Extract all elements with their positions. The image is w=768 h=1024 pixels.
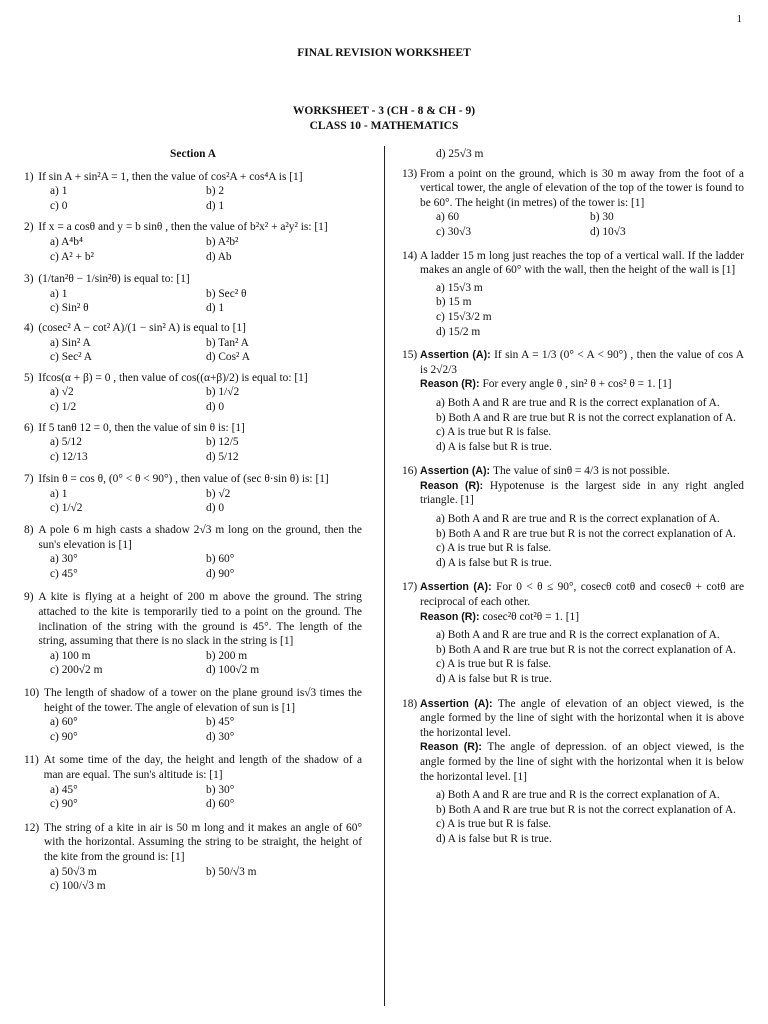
- question-item: [402, 167, 744, 240]
- reason-label: Reason (R):: [420, 479, 490, 492]
- question-number: 8): [24, 524, 37, 537]
- reason-statement: [420, 610, 744, 625]
- assertion-label: Assertion (A):: [420, 465, 494, 478]
- left-question-list: [24, 170, 362, 894]
- option-grid: [24, 336, 362, 365]
- assertion-statement: [420, 580, 744, 609]
- question-number: 10): [24, 687, 43, 699]
- answer-option[interactable]: b) 15 m: [436, 296, 472, 309]
- answer-option[interactable]: c) A² + b²: [50, 250, 94, 263]
- question-number: 16): [402, 465, 421, 478]
- answer-option[interactable]: b) Sec² θ: [206, 287, 247, 300]
- reason-text: cosec²θ cot²θ = 1. [1]: [482, 610, 580, 623]
- question-text-row: [24, 523, 362, 552]
- question-item: [24, 523, 362, 581]
- answer-option[interactable]: d) 90°: [206, 567, 235, 580]
- option-list: [402, 281, 744, 339]
- reason-text: Hypotenuse is the largest side in any right angled triangle. [1]: [420, 479, 744, 507]
- answer-option[interactable]: c) 12/13: [50, 450, 88, 463]
- question-item: [402, 249, 744, 340]
- answer-option[interactable]: b) 200 m: [206, 649, 248, 662]
- answer-option[interactable]: a) 1: [50, 487, 68, 500]
- question-text-row: [24, 321, 362, 336]
- answer-option[interactable]: a) 60°: [50, 716, 78, 729]
- assertion-label: Assertion (A):: [420, 697, 498, 710]
- answer-option[interactable]: a) 1: [50, 185, 68, 198]
- answer-option[interactable]: b) Both A and R are true but R is not the correct explanation of A.: [436, 803, 736, 816]
- answer-option[interactable]: b) 12/5: [206, 436, 239, 449]
- assertion-reason-item: [402, 464, 744, 570]
- answer-option[interactable]: d) 10√3: [590, 225, 626, 238]
- question-text: A kite is flying at a height of 200 m above the ground. The string attached to the kite is temporarily tied to a point on the ground. The inclination of the string with the ground is 45°. The length of the string, assuming that there is no slack in the string is [1]: [38, 591, 362, 648]
- question-number: 7): [24, 473, 37, 486]
- answer-option[interactable]: a) Both A and R are true and R is the correct explanation of A.: [436, 789, 720, 802]
- question-text-row: [402, 249, 744, 278]
- question-number: 1): [24, 170, 37, 183]
- answer-option[interactable]: c) 90°: [50, 730, 78, 743]
- assertion-label: Assertion (A):: [420, 581, 497, 594]
- option-grid: [24, 865, 362, 894]
- option-list: [402, 512, 744, 570]
- assertion-body: [420, 697, 744, 785]
- answer-option[interactable]: b) Both A and R are true but R is not the correct explanation of A.: [436, 411, 736, 424]
- answer-option[interactable]: b) √2: [206, 487, 231, 500]
- reason-label: Reason (R):: [420, 741, 488, 754]
- question-item: [24, 590, 362, 678]
- answer-option[interactable]: c) 1/√2: [50, 502, 83, 515]
- question-text: If x = a cosθ and y = b sinθ , then the value of b²x² + a²y² is: [1]: [38, 221, 328, 234]
- option-grid: [24, 552, 362, 581]
- assertion-statement: [420, 697, 744, 741]
- right-question-list: [402, 167, 744, 847]
- question-number: 3): [24, 273, 37, 286]
- assertion-body: [420, 580, 744, 624]
- question-item: [24, 421, 362, 465]
- answer-option[interactable]: d) Cos² A: [206, 351, 250, 364]
- option-grid: [24, 287, 362, 316]
- answer-option[interactable]: a) √2: [50, 386, 74, 399]
- answer-option[interactable]: d) A is false but R is true.: [436, 673, 552, 685]
- option-grid: [24, 715, 362, 744]
- answer-option[interactable]: d) 30°: [206, 730, 235, 743]
- answer-option[interactable]: c) 30√3: [436, 225, 472, 238]
- answer-option[interactable]: b) 30°: [206, 783, 235, 796]
- answer-option[interactable]: c) A is true but R is false.: [436, 818, 552, 831]
- answer-option[interactable]: d) 0: [206, 400, 225, 413]
- assertion-statement: [420, 348, 744, 377]
- question-item: [24, 170, 362, 214]
- question-text: Ifsin θ = cos θ, (0° < θ < 90°) , then value of (sec θ·sin θ) is: [1]: [38, 473, 329, 486]
- question-text-row: [402, 167, 744, 211]
- question-text-row: [24, 421, 362, 436]
- answer-option[interactable]: a) A⁴b⁴: [50, 235, 83, 248]
- answer-option[interactable]: a) 15√3 m: [436, 281, 483, 294]
- answer-option[interactable]: d) 15/2 m: [436, 325, 481, 338]
- option-list: [402, 396, 744, 454]
- question-item: [24, 821, 362, 894]
- question-item: [24, 371, 362, 415]
- assertion-row: [402, 580, 744, 624]
- answer-option[interactable]: a) 100 m: [50, 649, 91, 662]
- question-text-row: [24, 590, 362, 648]
- question-number: 13): [402, 167, 421, 180]
- reason-label: Reason (R):: [420, 610, 483, 623]
- option-grid: [402, 210, 744, 239]
- answer-option[interactable]: b) 45°: [206, 716, 235, 729]
- question-text: If 5 tanθ 12 = 0, then the value of sin θ is: [1]: [38, 421, 245, 434]
- assertion-row: [402, 464, 744, 508]
- answer-option[interactable]: c) 45°: [50, 567, 78, 580]
- question-text-row: [24, 272, 362, 287]
- assertion-row: [402, 697, 744, 785]
- question-item: [24, 686, 362, 744]
- question-text-row: [24, 686, 362, 715]
- answer-option[interactable]: d) 60°: [206, 798, 235, 811]
- question-number: 11): [24, 754, 42, 767]
- option-list: [402, 788, 744, 846]
- answer-option[interactable]: a) Both A and R are true and R is the correct explanation of A.: [436, 629, 720, 642]
- answer-option[interactable]: b) 30: [590, 211, 614, 224]
- answer-option[interactable]: d) A is false but R is true.: [436, 832, 552, 845]
- reason-label: Reason (R):: [420, 378, 483, 391]
- assertion-statement: [420, 464, 744, 479]
- q12-option-d: d) 25√3 m: [436, 148, 484, 160]
- assertion-reason-item: [402, 697, 744, 847]
- question-text: The string of a kite in air is 50 m long and it makes an angle of 60° with the horizontal. Assuming the string to be straight, the height of the kite from the ground is: [1]: [44, 821, 362, 863]
- question-item: [24, 321, 362, 365]
- question-number: 9): [24, 591, 37, 604]
- answer-option[interactable]: c) A is true but R is false.: [436, 542, 552, 555]
- reason-text: For every angle θ , sin² θ + cos² θ = 1. [1]: [482, 378, 672, 391]
- answer-option[interactable]: a) 1: [50, 287, 68, 300]
- question-text-row: [24, 753, 362, 782]
- assertion-label: Assertion (A):: [420, 349, 495, 362]
- answer-option[interactable]: c) Sec² A: [50, 351, 93, 364]
- answer-option[interactable]: a) Sin² A: [50, 336, 91, 349]
- answer-option[interactable]: b) Tan² A: [206, 336, 249, 349]
- answer-option[interactable]: c) 90°: [50, 798, 78, 811]
- question-text: If sin A + sin²A = 1, then the value of cos²A + cos⁴A is [1]: [38, 170, 303, 183]
- answer-option[interactable]: b) Both A and R are true but R is not the correct explanation of A.: [436, 643, 736, 656]
- question-number: 6): [24, 421, 37, 434]
- worksheet-subtitle: WORKSHEET - 3 (CH - 8 & CH - 9): [292, 105, 476, 117]
- answer-option[interactable]: d) 0: [206, 502, 225, 515]
- answer-option[interactable]: c) 15√3/2 m: [436, 310, 492, 323]
- question-text: Ifcos(α + β) = 0 , then value of cos((α+β)/2) is equal to: [1]: [38, 371, 308, 384]
- reason-statement: [420, 479, 744, 508]
- left-column: [24, 147, 362, 902]
- answer-option[interactable]: d) 100√2 m: [206, 664, 260, 677]
- reason-statement: [420, 377, 744, 392]
- worksheet-title: FINAL REVISION WORKSHEET: [297, 47, 471, 59]
- assertion-row: [402, 348, 744, 392]
- answer-option[interactable]: d) 1: [206, 199, 225, 212]
- answer-option[interactable]: c) 0: [50, 199, 68, 212]
- assertion-text: For 0 < θ ≤ 90°, cosecθ cotθ and cosecθ + cotθ are reciprocal of each other.: [420, 581, 744, 609]
- question-number: 2): [24, 221, 37, 234]
- assertion-text: The value of sinθ = 4/3 is not possible.: [493, 465, 670, 478]
- question-text: A ladder 15 m long just reaches the top of a vertical wall. If the ladder makes an angle of 60° with the wall, then the height of the wall is [1]: [420, 249, 744, 277]
- answer-option[interactable]: a) Both A and R are true and R is the correct explanation of A.: [436, 396, 720, 409]
- answer-option[interactable]: d) A is false but R is true.: [436, 556, 552, 569]
- answer-option[interactable]: b) A²b²: [206, 235, 239, 248]
- question-text: The length of shadow of a tower on the plane ground is√3 times the height of the tower. The angle of elevation of sun is [1]: [44, 687, 362, 714]
- question-number: 15): [402, 349, 421, 362]
- answer-option[interactable]: b) Both A and R are true but R is not the correct explanation of A.: [436, 527, 736, 540]
- option-grid: [24, 649, 362, 678]
- question-item: [24, 220, 362, 264]
- answer-option[interactable]: b) 2: [206, 185, 225, 198]
- answer-option[interactable]: d) 1: [206, 302, 225, 315]
- answer-option[interactable]: c) 1/2: [50, 400, 77, 413]
- assertion-reason-item: [402, 348, 744, 454]
- assertion-text: If sin A = 1/3 (0° < A < 90°) , then the value of cos A is 2√2/3: [420, 349, 744, 376]
- question-text: (1/tan²θ − 1/sin²θ) is equal to: [1]: [38, 273, 190, 286]
- question-number: 14): [402, 249, 421, 262]
- option-grid: [24, 487, 362, 516]
- answer-option[interactable]: c) 200√2 m: [50, 664, 103, 677]
- section-heading: Section A: [170, 148, 216, 160]
- question-text: From a point on the ground, which is 30 m away from the foot of a vertical tower, the angle of elevation of the top of the tower is found to be 60°. The height (in metres) of the tower is: [1]: [420, 167, 744, 209]
- question-text-row: [24, 371, 362, 386]
- reason-text: The angle of depression. of an object viewed, is the angle formed by the line of sight with the horizontal when it is below the horizontal level. [1]: [420, 741, 745, 783]
- assertion-reason-item: [402, 580, 744, 686]
- option-grid: [24, 184, 362, 213]
- answer-option[interactable]: a) 45°: [50, 783, 78, 796]
- question-text-row: [24, 170, 362, 185]
- assertion-body: [420, 348, 744, 392]
- answer-option[interactable]: b) 1/√2: [206, 386, 240, 399]
- answer-option[interactable]: c) Sin² θ: [50, 302, 89, 315]
- question-number: 18): [402, 697, 421, 710]
- page-number: 1: [736, 13, 742, 25]
- answer-option[interactable]: a) 5/12: [50, 436, 82, 449]
- question-text-row: [24, 821, 362, 865]
- question-text: (cosec² A − cot² A)/(1 − sin² A) is equal to [1]: [38, 321, 246, 334]
- question-item: [24, 753, 362, 811]
- question-item: [24, 472, 362, 516]
- answer-option[interactable]: b) 60°: [206, 553, 235, 566]
- question-text: At some time of the day, the height and length of the shadow of a man are equal. The sun's altitude is: [1]: [43, 754, 362, 781]
- class-line: CLASS 10 - MATHEMATICS: [309, 120, 459, 132]
- answer-option[interactable]: d) 5/12: [206, 450, 239, 463]
- question-text-row: [24, 220, 362, 235]
- reason-statement: [420, 740, 744, 784]
- right-column: [402, 147, 744, 857]
- question-number: 12): [24, 821, 43, 834]
- question-text-row: [24, 472, 362, 487]
- answer-option[interactable]: a) 60: [436, 211, 460, 224]
- answer-option[interactable]: d) Ab: [206, 250, 232, 263]
- option-grid: [24, 385, 362, 414]
- assertion-text: The angle of elevation of an object viewed, is the angle formed by the line of sight with the horizontal when it is above the horizontal level.: [420, 697, 744, 739]
- option-list: [402, 628, 744, 686]
- answer-option[interactable]: c) 100/√3 m: [50, 880, 106, 893]
- question-number: 4): [24, 321, 37, 334]
- column-divider: [384, 146, 385, 1006]
- question-number: 5): [24, 371, 37, 384]
- option-grid: [24, 235, 362, 264]
- answer-option[interactable]: c) A is true but R is false.: [436, 426, 552, 439]
- answer-option[interactable]: b) 50/√3 m: [206, 865, 257, 878]
- question-number: 17): [402, 581, 421, 594]
- option-grid: [24, 435, 362, 464]
- assertion-body: [420, 464, 744, 508]
- answer-option[interactable]: a) Both A and R are true and R is the correct explanation of A.: [436, 513, 720, 526]
- answer-option[interactable]: a) 30°: [50, 553, 78, 566]
- question-item: [24, 272, 362, 316]
- question-text: A pole 6 m high casts a shadow 2√3 m long on the ground, then the sun's elevation is [1]: [38, 524, 362, 551]
- option-grid: [24, 783, 362, 812]
- answer-option[interactable]: c) A is true but R is false.: [436, 658, 552, 671]
- answer-option[interactable]: a) 50√3 m: [50, 865, 97, 878]
- answer-option[interactable]: d) A is false but R is true.: [436, 440, 552, 453]
